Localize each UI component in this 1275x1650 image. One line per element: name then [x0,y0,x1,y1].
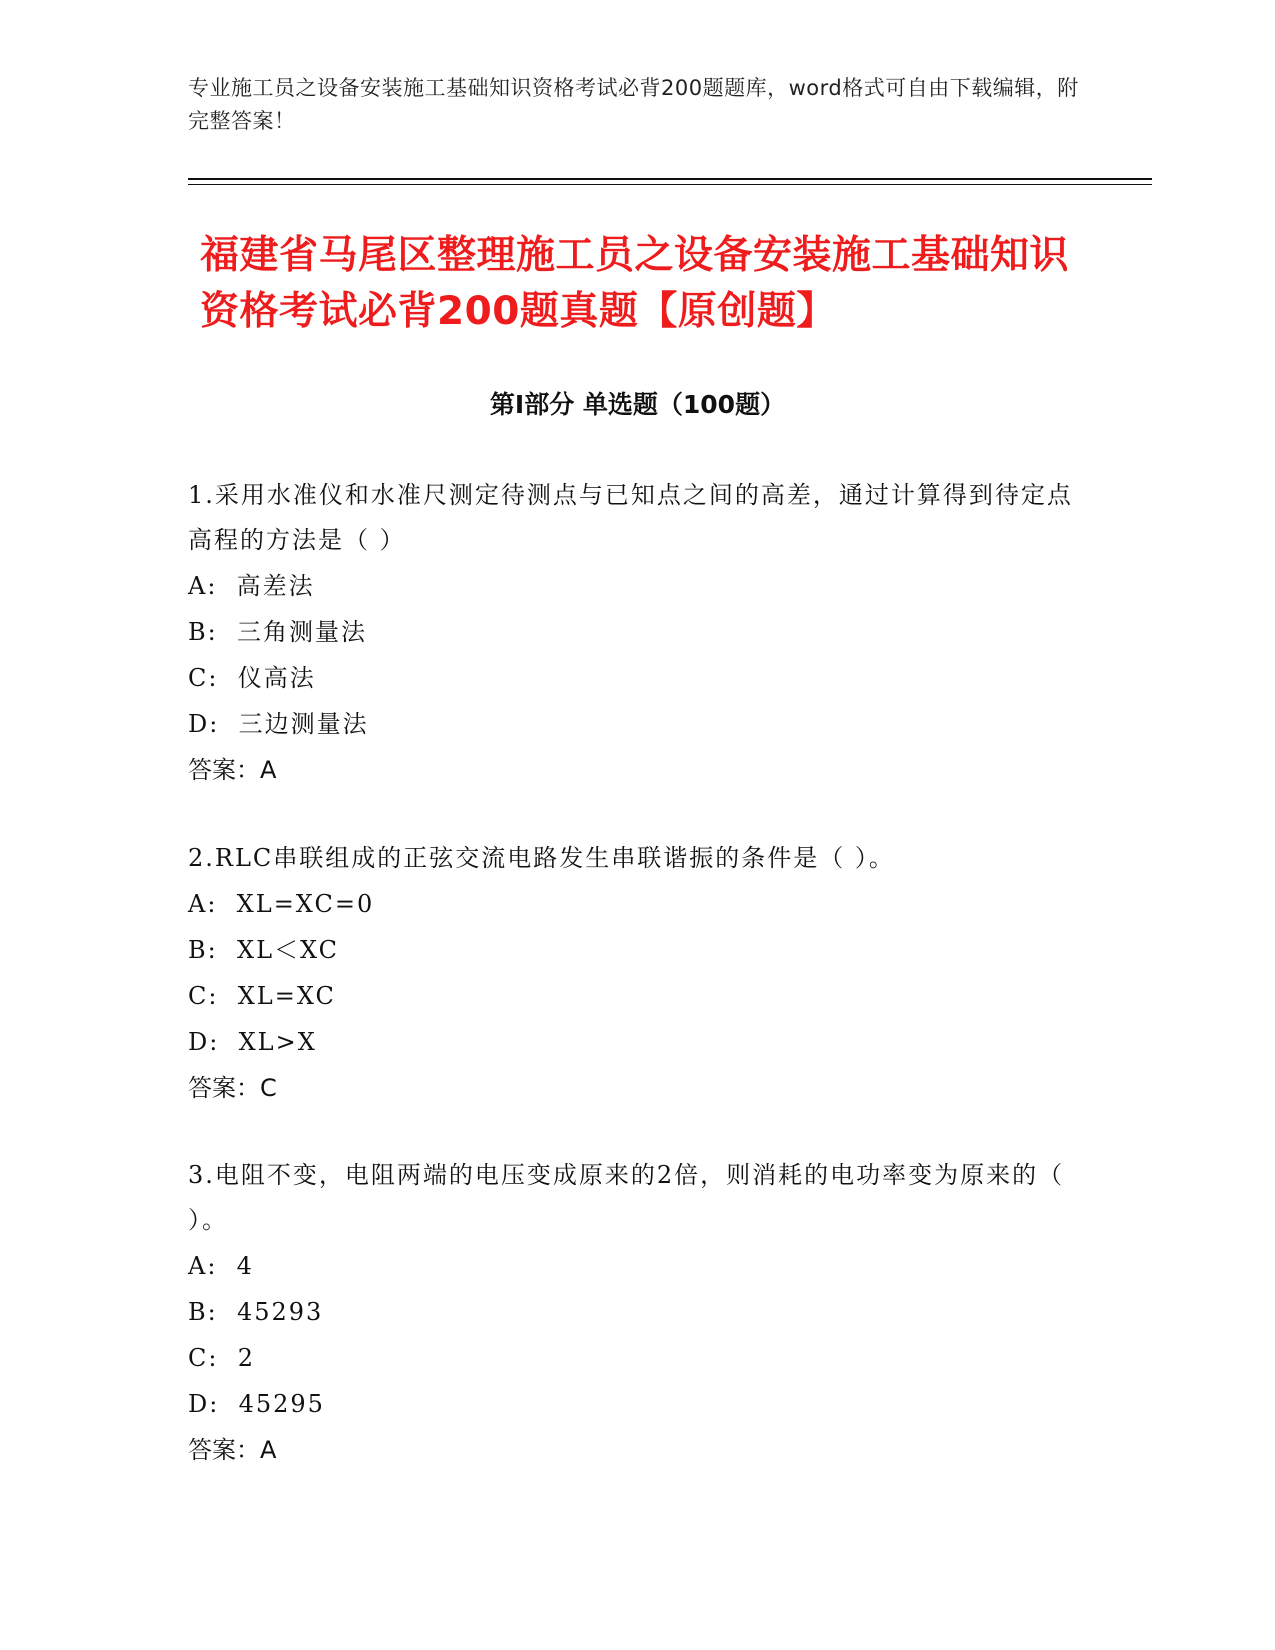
option-c: C: 2 [188,1344,255,1372]
option-b: B: 45293 [188,1298,324,1326]
answer-line: 答案：C [188,1074,277,1102]
option-d: D: 三边测量法 [188,710,369,738]
option-a: A: 4 [188,1252,254,1280]
option-c: C: XL=XC [188,982,336,1010]
header-divider-thin [188,184,1152,185]
option-c: C: 仪高法 [188,664,316,692]
question-1 [188,473,1088,793]
question-3 [188,1153,1088,1473]
document-title: 福建省马尾区整理施工员之设备安装施工基础知识资格考试必背200题真题【原创题】 [200,233,1070,334]
question-stem: 1.采用水准仪和水准尺测定待测点与已知点之间的高差，通过计算得到待定点高程的方法是（ ） [188,481,1073,554]
option-b: B: 三角测量法 [188,618,367,646]
question-stem: 3.电阻不变，电阻两端的电压变成原来的2倍，则消耗的电功率变为原来的（ ）。 [188,1161,1065,1234]
option-d: D: XL>X [188,1028,317,1056]
option-d: D: 45295 [188,1390,325,1418]
answer-line: 答案：A [188,756,277,784]
header-note: 专业施工员之设备安装施工基础知识资格考试必背200题题库，word格式可自由下载编辑，附完整答案！ [188,76,1079,133]
option-a: A: 高差法 [188,572,315,600]
answer-line: 答案：A [188,1436,277,1464]
header-divider-thick [188,178,1152,180]
question-2 [188,836,1088,1111]
section-title: 第I部分 单选题（100题） [489,390,786,419]
question-stem: 2.RLC串联组成的正弦交流电路发生串联谐振的条件是（ ）。 [188,844,895,872]
option-a: A: XL=XC=0 [188,890,375,918]
option-b: B: XL＜XC [188,936,340,964]
